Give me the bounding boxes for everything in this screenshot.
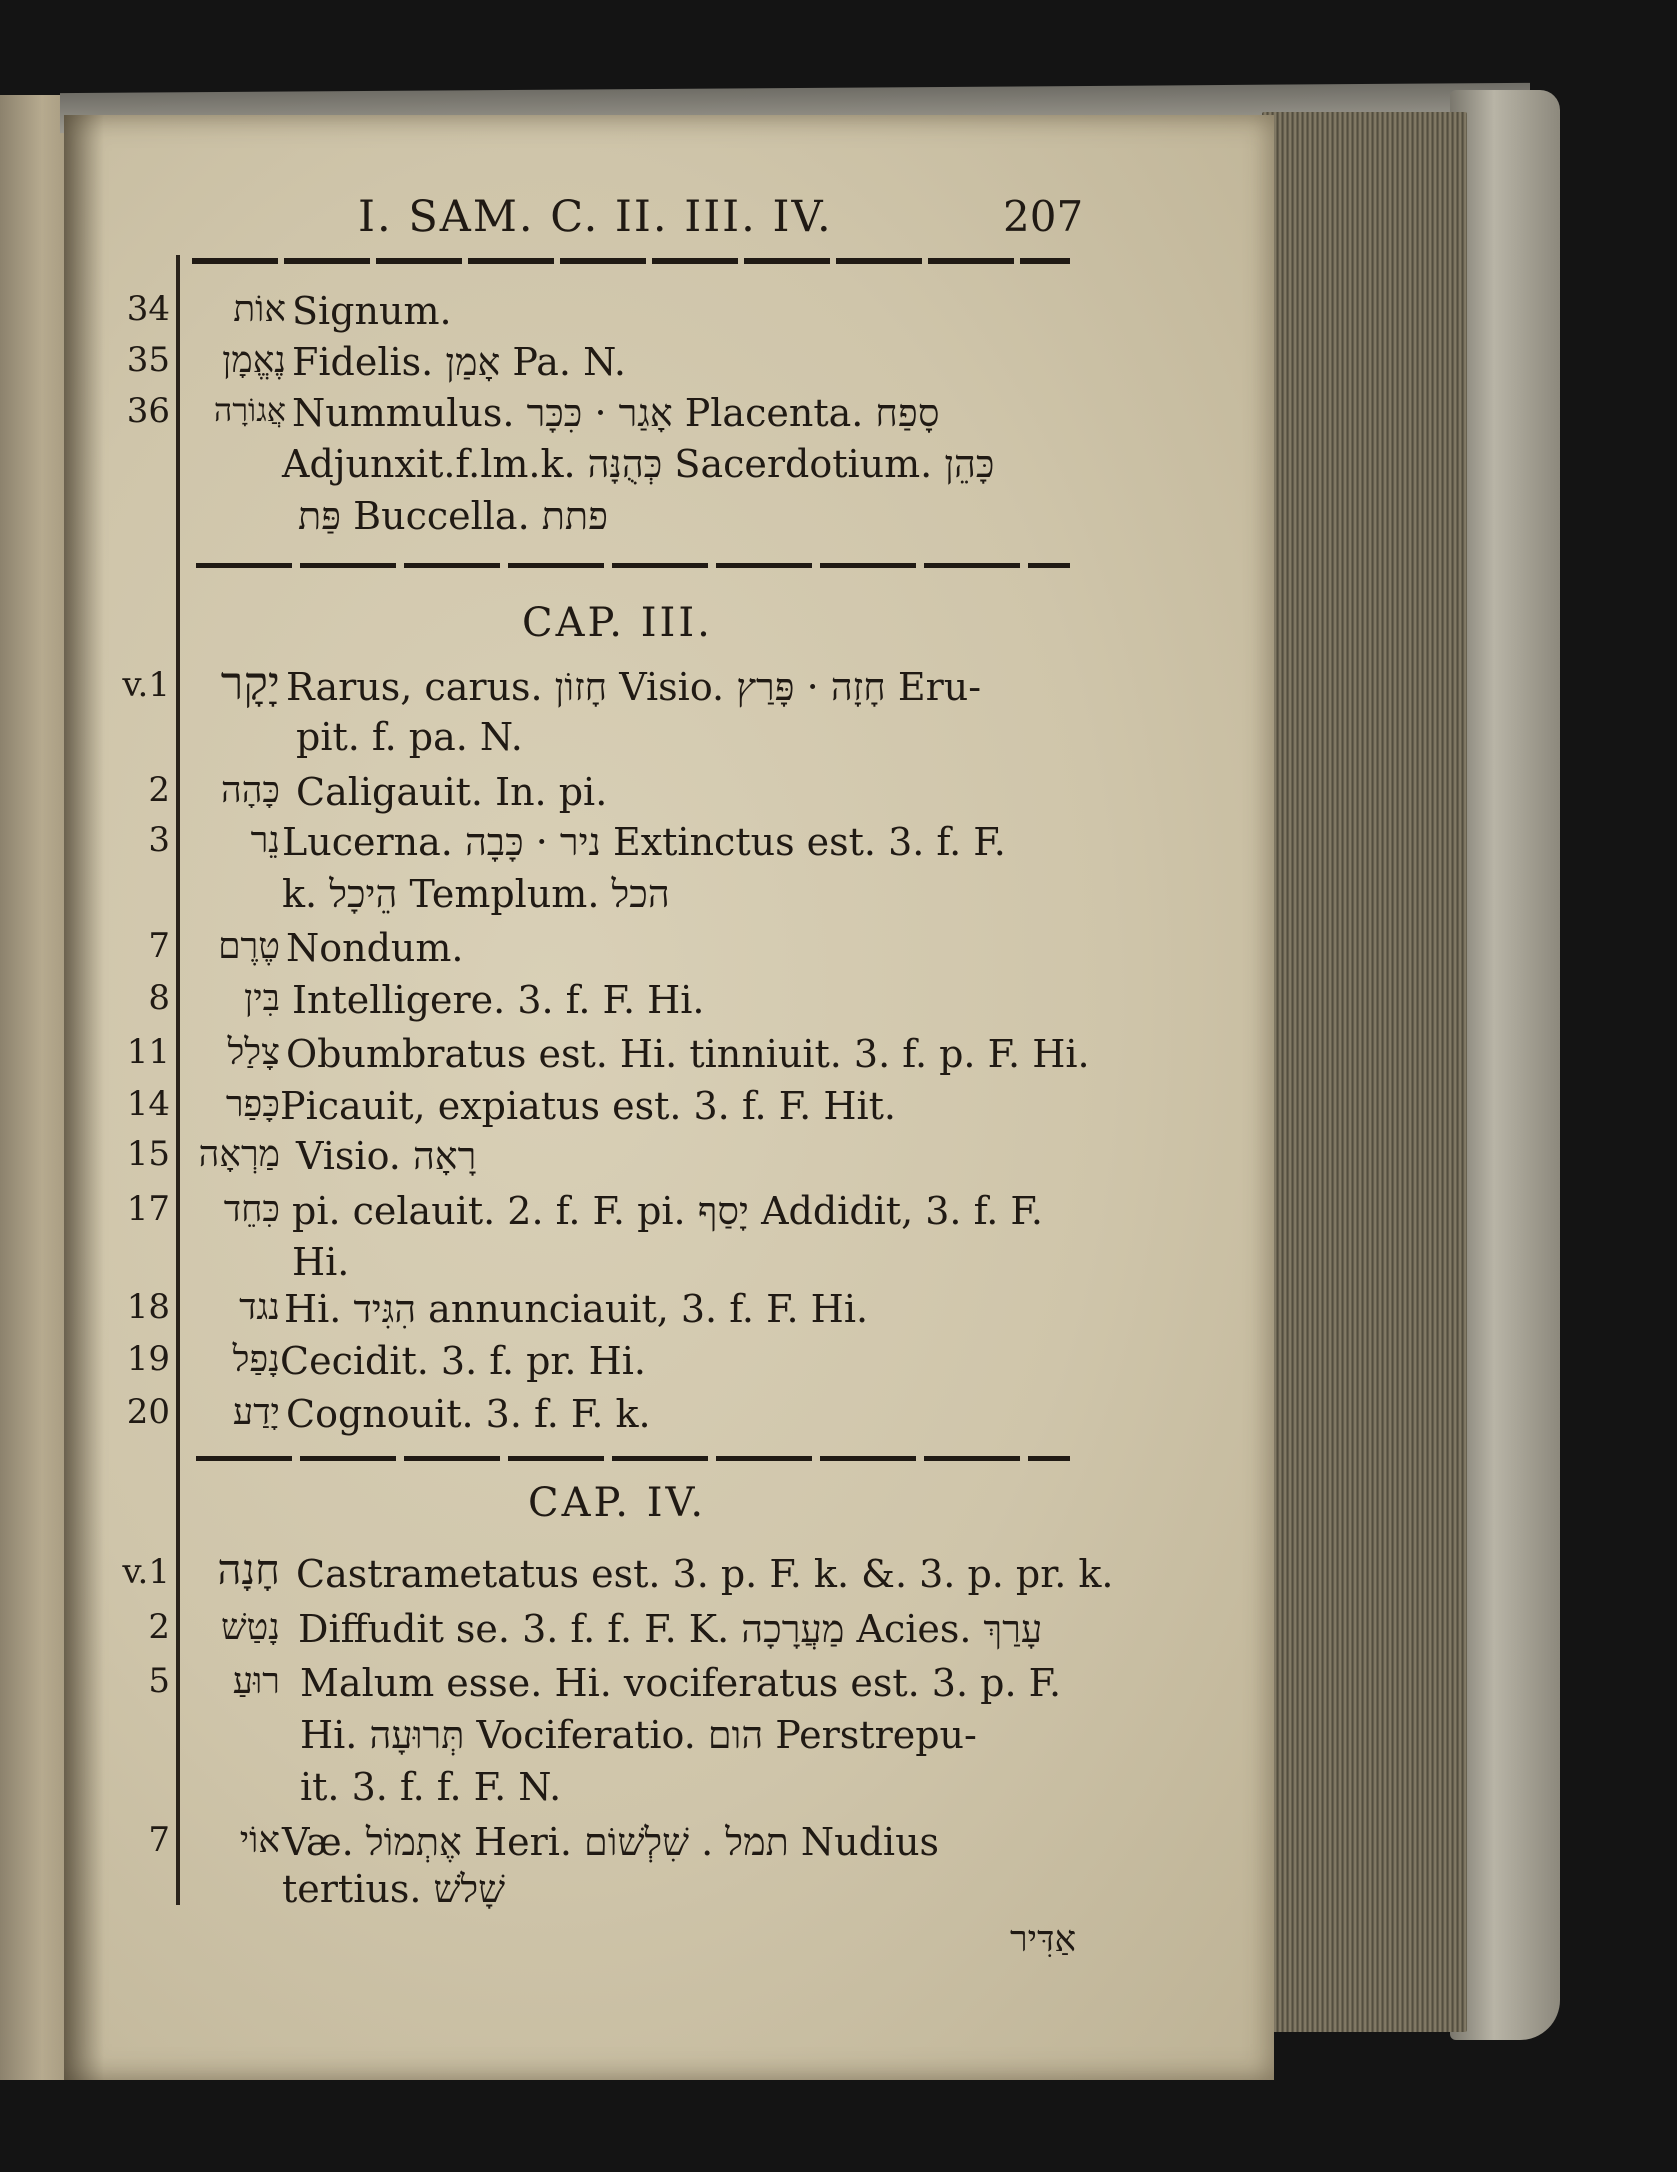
section-rule [196, 1456, 1070, 1461]
hebrew-headword: נֵר [250, 820, 280, 861]
verse-number: 18 [126, 1287, 170, 1327]
hebrew-headword: אֲגוֹרָה [213, 391, 286, 429]
gloss-line: Hi. תְּרוּעָה Vociferatio. הום Perstrepu- [300, 1713, 977, 1757]
column-rule [176, 255, 180, 1905]
gloss-line: pit. f. pa. N. [296, 715, 523, 759]
hebrew-headword: כִּחֵד [223, 1189, 280, 1230]
gloss-line: Visio. רָאָה [296, 1134, 477, 1178]
catchword: אַדִּיר [1010, 1919, 1077, 1960]
gutter-shadow [64, 115, 104, 2080]
gloss-line: Cecidit. 3. f. pr. Hi. [280, 1339, 646, 1383]
verse-number: 11 [126, 1032, 170, 1072]
hebrew-headword: אוֹת [233, 289, 286, 330]
verse-number: 14 [126, 1084, 170, 1124]
verse-number: 19 [126, 1339, 170, 1379]
gloss-line: פַּת Buccella. פתת [298, 494, 609, 538]
gloss-line: k. הֵיכָל Templum. הכל [282, 872, 670, 916]
gloss-line: Castrametatus est. 3. p. F. k. &. 3. p. pr. k. [296, 1552, 1114, 1596]
gloss-line: Signum. [292, 289, 452, 333]
gloss-line: Intelligere. 3. f. F. Hi. [292, 978, 705, 1022]
hebrew-headword: טֶרֶם [218, 926, 280, 967]
gloss-line: Lucerna. ניר · כָּבָה Extinctus est. 3. f. F. [282, 820, 1006, 864]
hebrew-headword: נָטַשׁ [221, 1607, 280, 1648]
verse-number: v.1 [122, 665, 170, 705]
verse-number: 34 [126, 289, 170, 329]
running-title: I. SAM. C. II. III. IV. [358, 192, 833, 242]
gloss-line: Rarus, carus. חָזוֹן Visio. חָזָה · פָּרַץ Eru- [286, 665, 982, 709]
verse-number: 3 [148, 820, 170, 860]
verse-number: 17 [126, 1189, 170, 1229]
gloss-line: Cognouit. 3. f. F. k. [286, 1392, 651, 1436]
verse-number: 15 [126, 1134, 170, 1174]
verse-number: 7 [148, 1820, 170, 1860]
section-rule [196, 563, 1070, 568]
gloss-line: Obumbratus est. Hi. tinniuit. 3. f. p. F. Hi. [286, 1032, 1090, 1076]
hebrew-headword: נָפַל [232, 1339, 280, 1380]
chapter-heading: CAP. III. [522, 600, 713, 646]
verse-number: 36 [126, 391, 170, 431]
hebrew-headword: נגד [239, 1287, 280, 1328]
gloss-line: Nummulus. אָגַר · כִּכָּר Placenta. סָפַח [292, 391, 940, 435]
verse-number: 2 [148, 770, 170, 810]
hebrew-headword: צָלַל [227, 1032, 280, 1073]
verse-number: 5 [148, 1661, 170, 1701]
verse-number: 35 [126, 340, 170, 380]
hebrew-headword: רוּעַ [232, 1661, 280, 1702]
verse-number: 20 [126, 1392, 170, 1432]
hebrew-headword: כָּהָה [220, 770, 280, 811]
chapter-heading: CAP. IV. [528, 1480, 707, 1526]
gloss-line: Fidelis. אָמַן Pa. N. [292, 340, 626, 384]
gloss-line: Caligauit. In. pi. [296, 770, 608, 814]
gloss-line: it. 3. f. f. F. N. [300, 1765, 562, 1809]
verse-number: 7 [148, 926, 170, 966]
gloss-line: Malum esse. Hi. vociferatus est. 3. p. F. [300, 1661, 1062, 1705]
hebrew-headword: אוֹי [239, 1820, 280, 1861]
page-block-edges [1262, 112, 1467, 2032]
hebrew-headword: יָדַע [232, 1392, 280, 1433]
page-number: 207 [1003, 192, 1084, 241]
hebrew-headword: בִּין [244, 978, 280, 1019]
header-rule [192, 258, 1070, 264]
gloss-line: pi. celauit. 2. f. F. pi. יָסַף Addidit, 3. f. F. [292, 1189, 1043, 1233]
gloss-line: Diffudit se. 3. f. f. F. K. מַעֲרָכָה Acies. עָרַךְ [298, 1607, 1043, 1651]
gloss-line: tertius. שָׁלֹשׁ [282, 1867, 506, 1911]
gloss-line: Hi. [292, 1240, 350, 1284]
hebrew-headword: כָּפַר [225, 1084, 280, 1125]
gloss-line: Picauit, expiatus est. 3. f. F. Hit. [280, 1084, 896, 1128]
facing-page-edge [0, 95, 70, 2080]
verse-number: 8 [148, 978, 170, 1018]
gloss-line: Adjunxit.f.lm.k. כְּהֻנָּה Sacerdotium. כָּהֵן [282, 442, 995, 486]
verse-number: 2 [148, 1607, 170, 1647]
gloss-line: Væ. אֶתְמוֹל Heri. תמל . שִׁלְשׁוֹם Nudius [282, 1820, 940, 1864]
verse-number: v.1 [122, 1552, 170, 1592]
gloss-line: Hi. הִגִּיד annunciauit, 3. f. F. Hi. [284, 1287, 869, 1331]
hebrew-headword: חָנָה [217, 1545, 280, 1594]
hebrew-headword: נֶאֱמָן [222, 340, 286, 381]
hebrew-headword: יָקָר [220, 656, 280, 710]
gloss-line: Nondum. [286, 926, 464, 970]
hebrew-headword: מַרְאָה [198, 1134, 280, 1175]
